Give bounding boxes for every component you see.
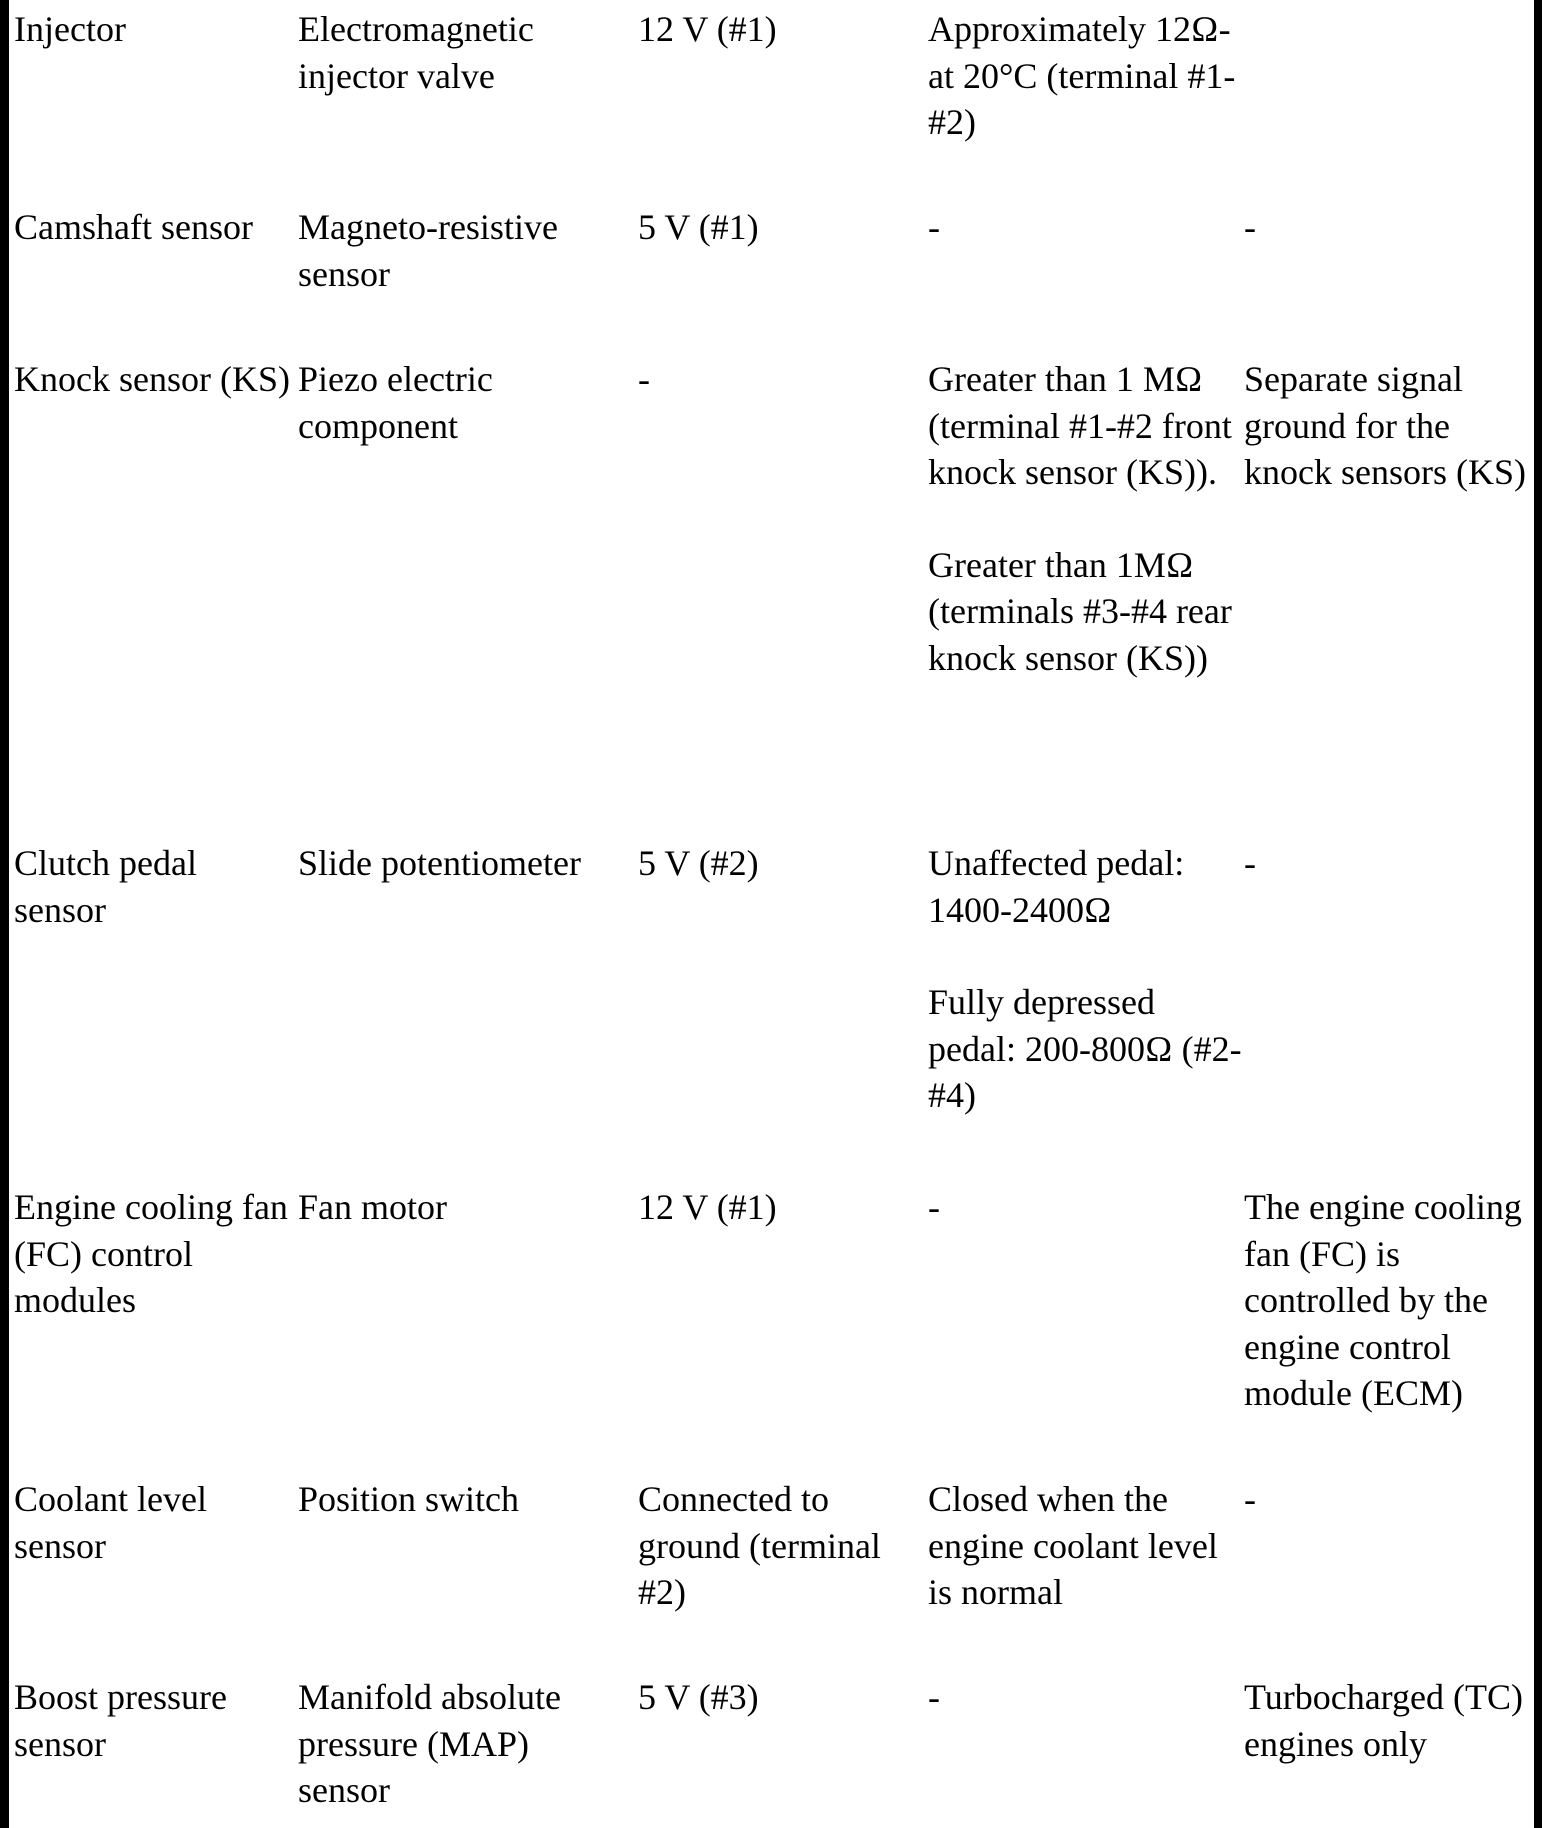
note-cell: Separate signal ground for the knock sensors (KS)	[1244, 359, 1526, 492]
resistance-cell	[928, 204, 1242, 251]
resistance-text: Unaffected pedal: 1400-2400Ω	[928, 843, 1185, 930]
supply-cell: 5 V (#1)	[638, 207, 759, 247]
resistance-cell	[928, 840, 1242, 1119]
type-cell: Position switch	[298, 1479, 520, 1519]
note-cell: The engine cooling fan (FC) is controlled by the engine control module (ECM)	[1244, 1187, 1522, 1413]
type-cell: Fan motor	[298, 1187, 447, 1227]
resistance-cell	[928, 1184, 1242, 1231]
supply-cell: 12 V (#1)	[638, 1187, 777, 1227]
resistance-text: -	[928, 1677, 940, 1717]
type-cell: Slide potentiometer	[298, 843, 581, 883]
component-cell: Camshaft sensor	[14, 207, 253, 247]
type-cell: Electromagnetic injector valve	[298, 9, 534, 96]
supply-cell: 5 V (#3)	[638, 1677, 759, 1717]
component-cell: Coolant level sensor	[14, 1479, 207, 1566]
table-right-border	[1534, 0, 1542, 1828]
supply-cell: 12 V (#1)	[638, 9, 777, 49]
resistance-text: Fully depressed pedal: 200-800Ω (#2-#4)	[928, 982, 1242, 1115]
resistance-text: Greater than 1MΩ (terminals #3-#4 rear knock sensor (KS))	[928, 544, 1232, 678]
component-cell: Engine cooling fan (FC) control modules	[14, 1187, 288, 1320]
component-cell: Clutch pedal sensor	[14, 843, 197, 930]
type-cell: Magneto-resistive sensor	[298, 207, 558, 294]
component-cell: Injector	[14, 9, 126, 49]
note-cell: -	[1244, 207, 1256, 247]
type-cell: Manifold absolute pressure (MAP) sensor	[298, 1677, 561, 1810]
type-cell: Piezo electric component	[298, 359, 493, 446]
resistance-cell	[928, 1674, 1242, 1721]
resistance-text: Closed when the engine coolant level is normal	[928, 1479, 1218, 1612]
note-cell: -	[1244, 1479, 1256, 1519]
table-left-border	[0, 0, 9, 1828]
supply-cell: -	[638, 359, 650, 399]
resistance-text: Approximately 12Ω-at 20°C (terminal #1-#2)	[928, 9, 1236, 142]
component-cell: Knock sensor (KS)	[14, 359, 290, 399]
resistance-cell	[928, 1476, 1242, 1616]
resistance-text: -	[928, 207, 940, 247]
supply-cell: 5 V (#2)	[638, 843, 759, 883]
component-cell: Boost pressure sensor	[14, 1677, 227, 1764]
resistance-text: -	[928, 1187, 940, 1227]
resistance-cell	[928, 356, 1242, 681]
note-cell: -	[1244, 843, 1256, 883]
resistance-cell	[928, 6, 1242, 146]
resistance-text: Greater than 1 MΩ (terminal #1-#2 front knock sensor (KS)).	[928, 359, 1232, 492]
note-cell: Turbocharged (TC) engines only	[1244, 1677, 1523, 1764]
supply-cell: Connected to ground (terminal #2)	[638, 1479, 881, 1612]
